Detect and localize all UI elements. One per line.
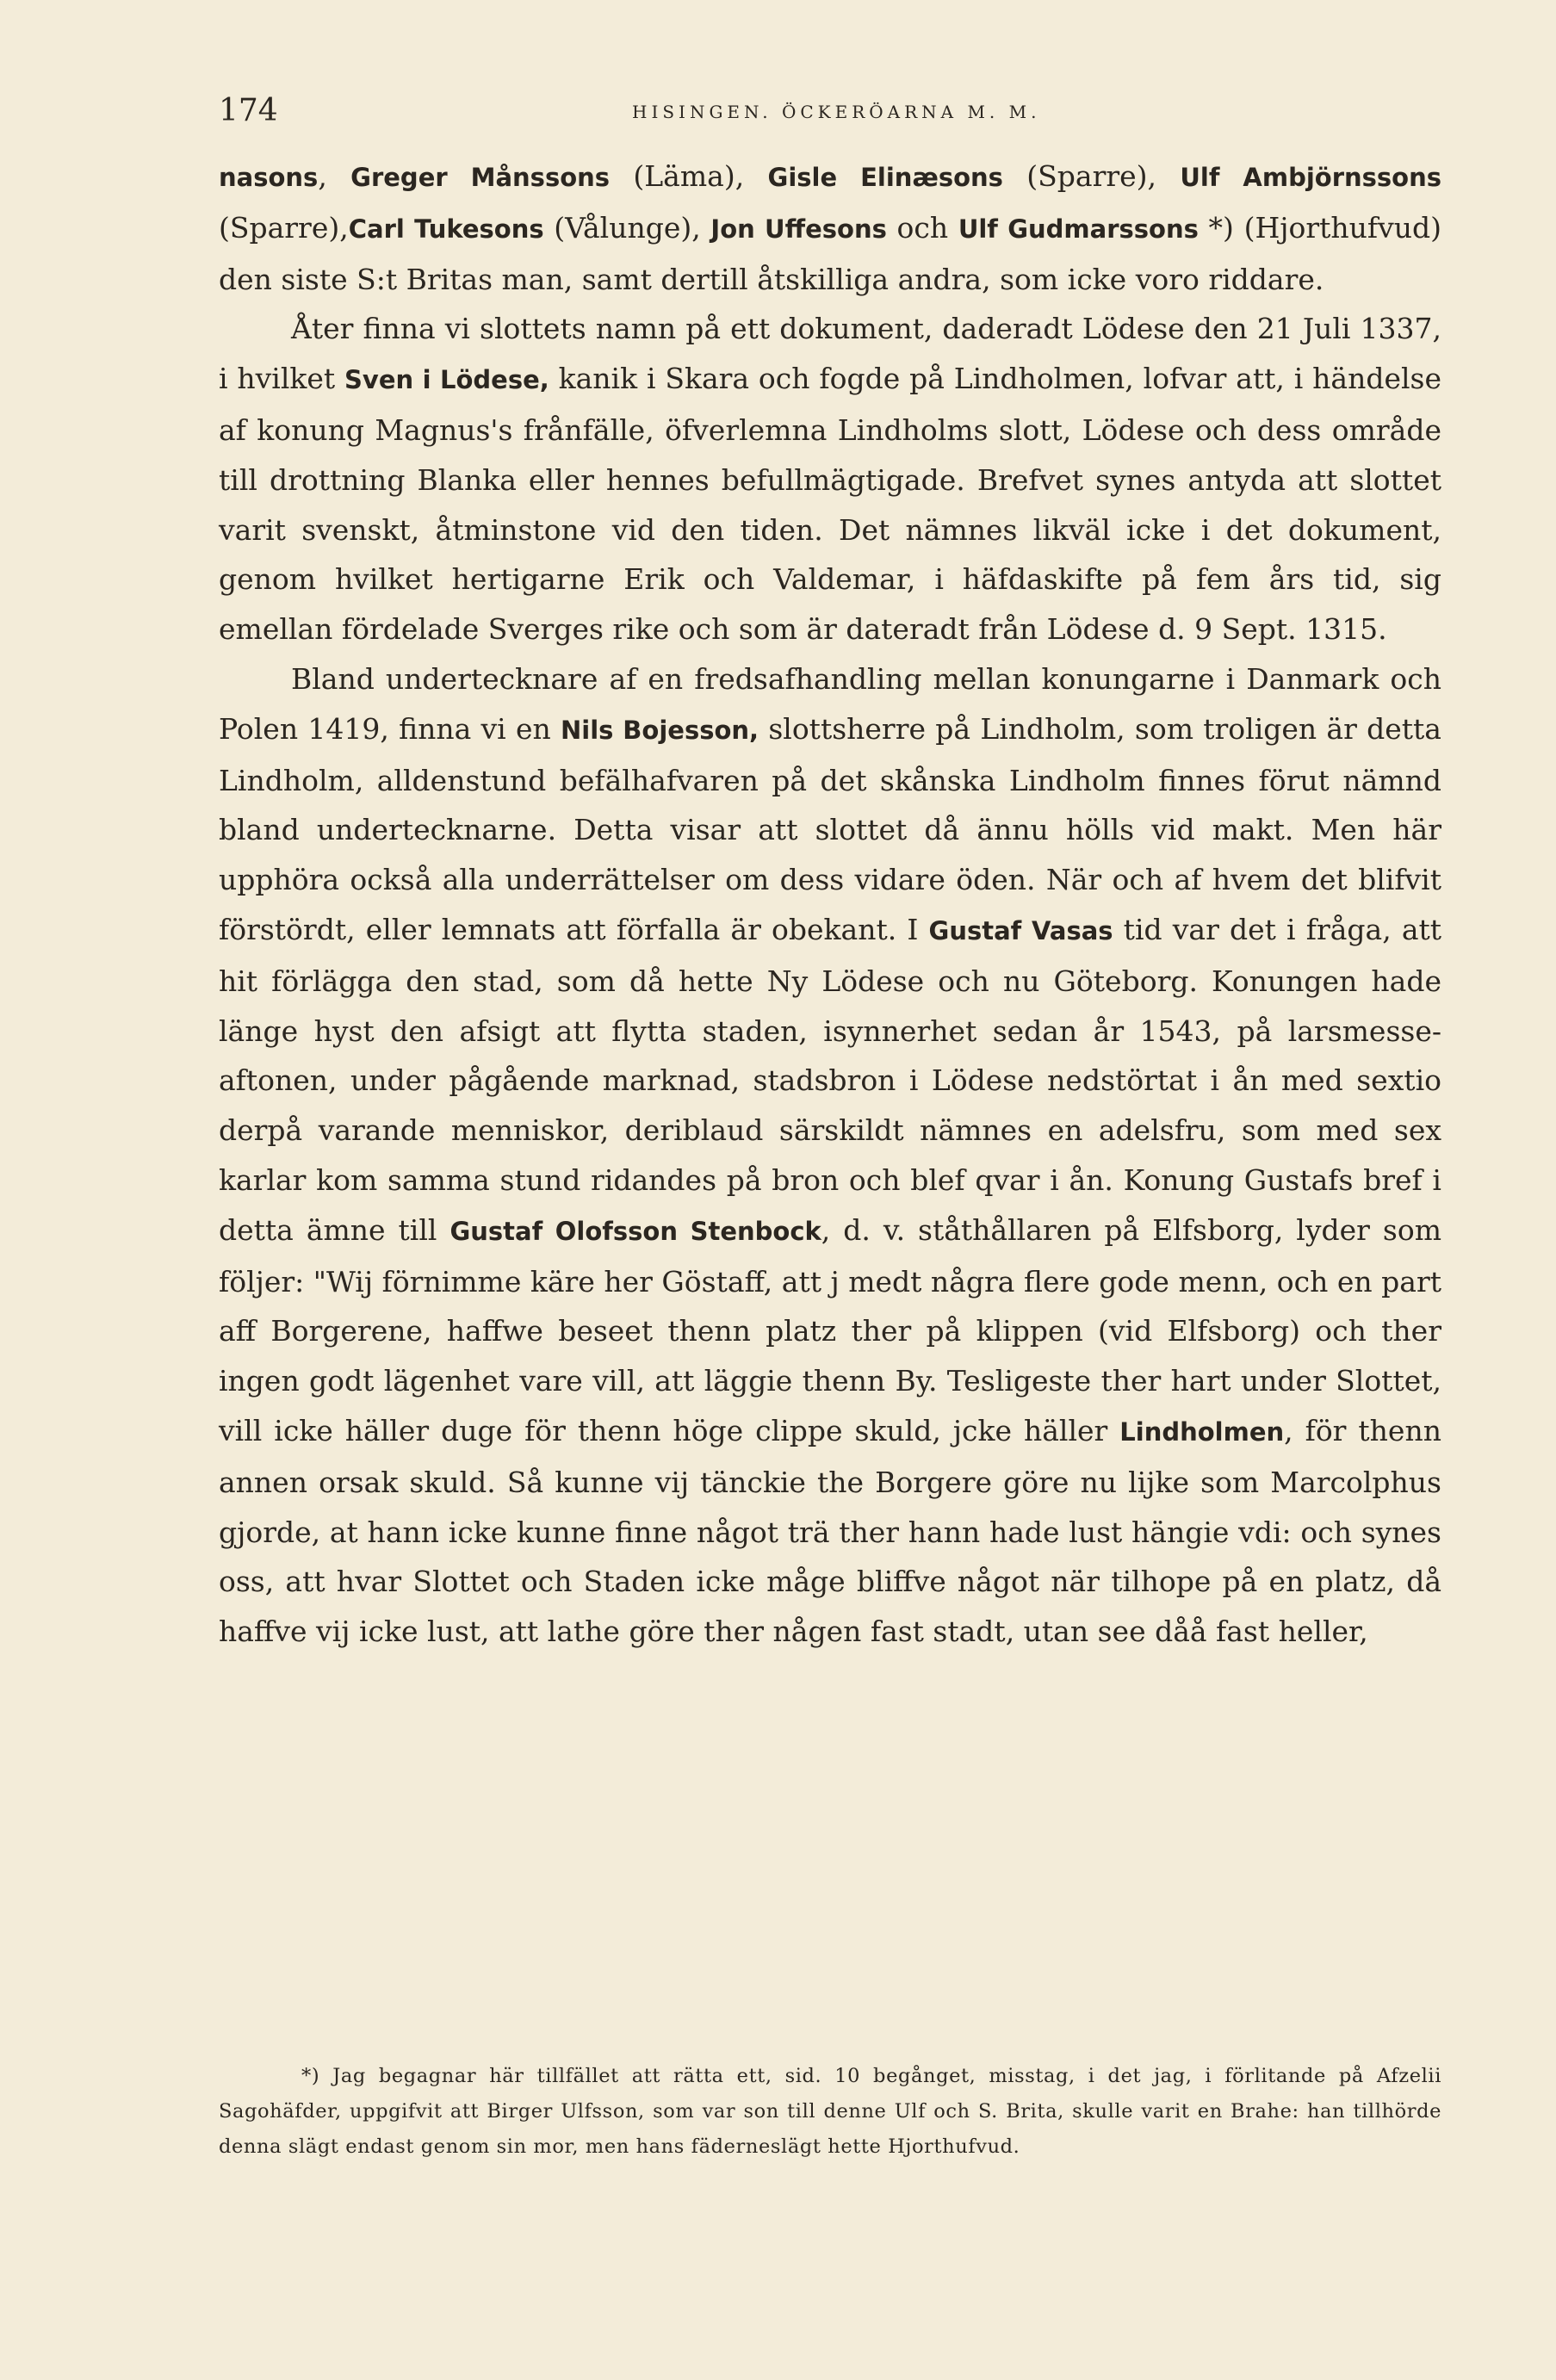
body-text	[219, 152, 1441, 1657]
footnote: *) Jag begagnar här tillfället att rätta ett, sid. 10 begånget, misstag, i det jag, i förlitande på Afzelii Sagohäfder, uppgifvit att Birger Ulfsson, som var son till denne Ulf och S. Brita, skulle varit en Brahe: han tillhörde denna slägt endast genom sin mor, men hans fäderneslägt hette Hjorthufvud.	[219, 2064, 1441, 2158]
bold-name: Ulf Ambjörnssons	[1180, 163, 1442, 192]
text-run: (Sparre),	[1002, 159, 1181, 193]
text-run: ,	[318, 159, 351, 193]
running-head: HISINGEN. ÖCKERÖARNA M. M.	[632, 102, 1041, 122]
page-number: 174	[219, 93, 278, 128]
text-run: och	[886, 210, 958, 245]
bold-name: Lindholmen	[1119, 1416, 1285, 1447]
paragraph-3	[219, 654, 1441, 1657]
bold-name: Ulf Gudmarssons	[958, 214, 1199, 244]
bold-name: Carl Tukesons	[348, 214, 544, 244]
text-run: , d. v. ståthållaren på Elfsborg, lyder som följer: "Wij förnimme käre her Göstaff, att j medt några flere gode menn, och en part aff Borgerene, haffwe beseet thenn platz ther på klippen (vid Elfsborg) och ther ingen godt lägenhet vare vill, att läggie thenn By. Tesligeste ther hart under Slottet, vill icke häller duge för thenn höge clippe skuld, jcke häller	[219, 1212, 1441, 1447]
bold-name: Jon Uffesons	[710, 214, 887, 244]
page-header	[219, 93, 1441, 145]
paragraph-2	[219, 304, 1441, 654]
text-run: Bland undertecknare af en fredsafhandling mellan konungarne i Danmark och Polen 1419, finna vi en	[219, 661, 1441, 746]
bold-name: Gisle Elinæsons	[767, 163, 1003, 192]
text-run: tid var det i fråga, att hit förlägga den stad, som då hette Ny Lödese och nu Göteborg. Konungen hade länge hyst den afsigt att flytta staden, isynnerhet sedan år 1543, på larsmesse-aftonen, under pågående marknad, stadsbron i Lödese nedstörtat i ån med sextio derpå varande menniskor, deriblaud särskildt nämnes en adelsfru, som med sex karlar kom samma stund ridandes på bron och blef qvar i ån. Konung Gustafs bref i detta ämne till	[219, 912, 1442, 1247]
bold-name: Gustaf Vasas	[928, 915, 1113, 945]
paragraph-1	[219, 152, 1441, 304]
bold-name: Nils Bojesson,	[561, 715, 759, 745]
text-run: (Läma),	[610, 159, 768, 193]
text-run: slottsherre på Lindholm, som troligen är detta Lindholm, alldenstund befälhafvaren på det skånska Lindholm finnes förut nämnd bland undertecknarne. Detta visar att slottet då ännu hölls vid makt. Men här upphöra också alla underrättelser om dess vidare öden. När och af hvem det blifvit förstördt, eller lemnats att förfalla är obekant. I	[219, 711, 1441, 946]
bold-name: nasons	[219, 163, 319, 192]
text-run: (Sparre),	[219, 210, 349, 245]
text-run: kanik i Skara och fogde på Lindholmen, lofvar att, i händelse af konung Magnus's frånfälle, öfverlemna Lindholms slott, Lödese och dess område till drottning Blanka eller hennes befullmägtigade. Brefvet synes antyda att slottet varit svenskt, åtminstone vid den tiden. Det nämnes likväl icke i det dokument, genom hvilket hertigarne Erik och Valdemar, i häfdaskifte på fem års tid, sig emellan fördelade Sverges rike och som är dateradt från Lödese d. 9 Sept. 1315.	[219, 362, 1442, 647]
text-run: (Vålunge),	[543, 210, 711, 245]
text-run: , för thenn annen orsak skuld. Så kunne vij tänckie the Borgere göre nu lijke som Marcolphus gjorde, at hann icke kunne finne något trä ther hann hade lust hängie vdi: och synes oss, att hvar Slottet och Staden icke måge bliffve något när tilhope på en platz, då haffve vij icke lust, att lathe göre ther någen fast stadt, utan see dåå fast heller,	[219, 1413, 1441, 1649]
bold-name: Sven i Lödese,	[344, 365, 549, 395]
text-run: *) (Hjorthufvud) den siste S:t Britas man, samt dertill åtskilliga andra, som icke voro riddare.	[219, 210, 1441, 296]
bold-name: Gustaf Olofsson Stenbock	[449, 1216, 821, 1246]
bold-name: Greger Månssons	[350, 163, 611, 192]
text-run: Åter finna vi slottets namn på ett dokument, daderadt Lödese den 21 Juli 1337, i hvilket	[219, 312, 1441, 396]
